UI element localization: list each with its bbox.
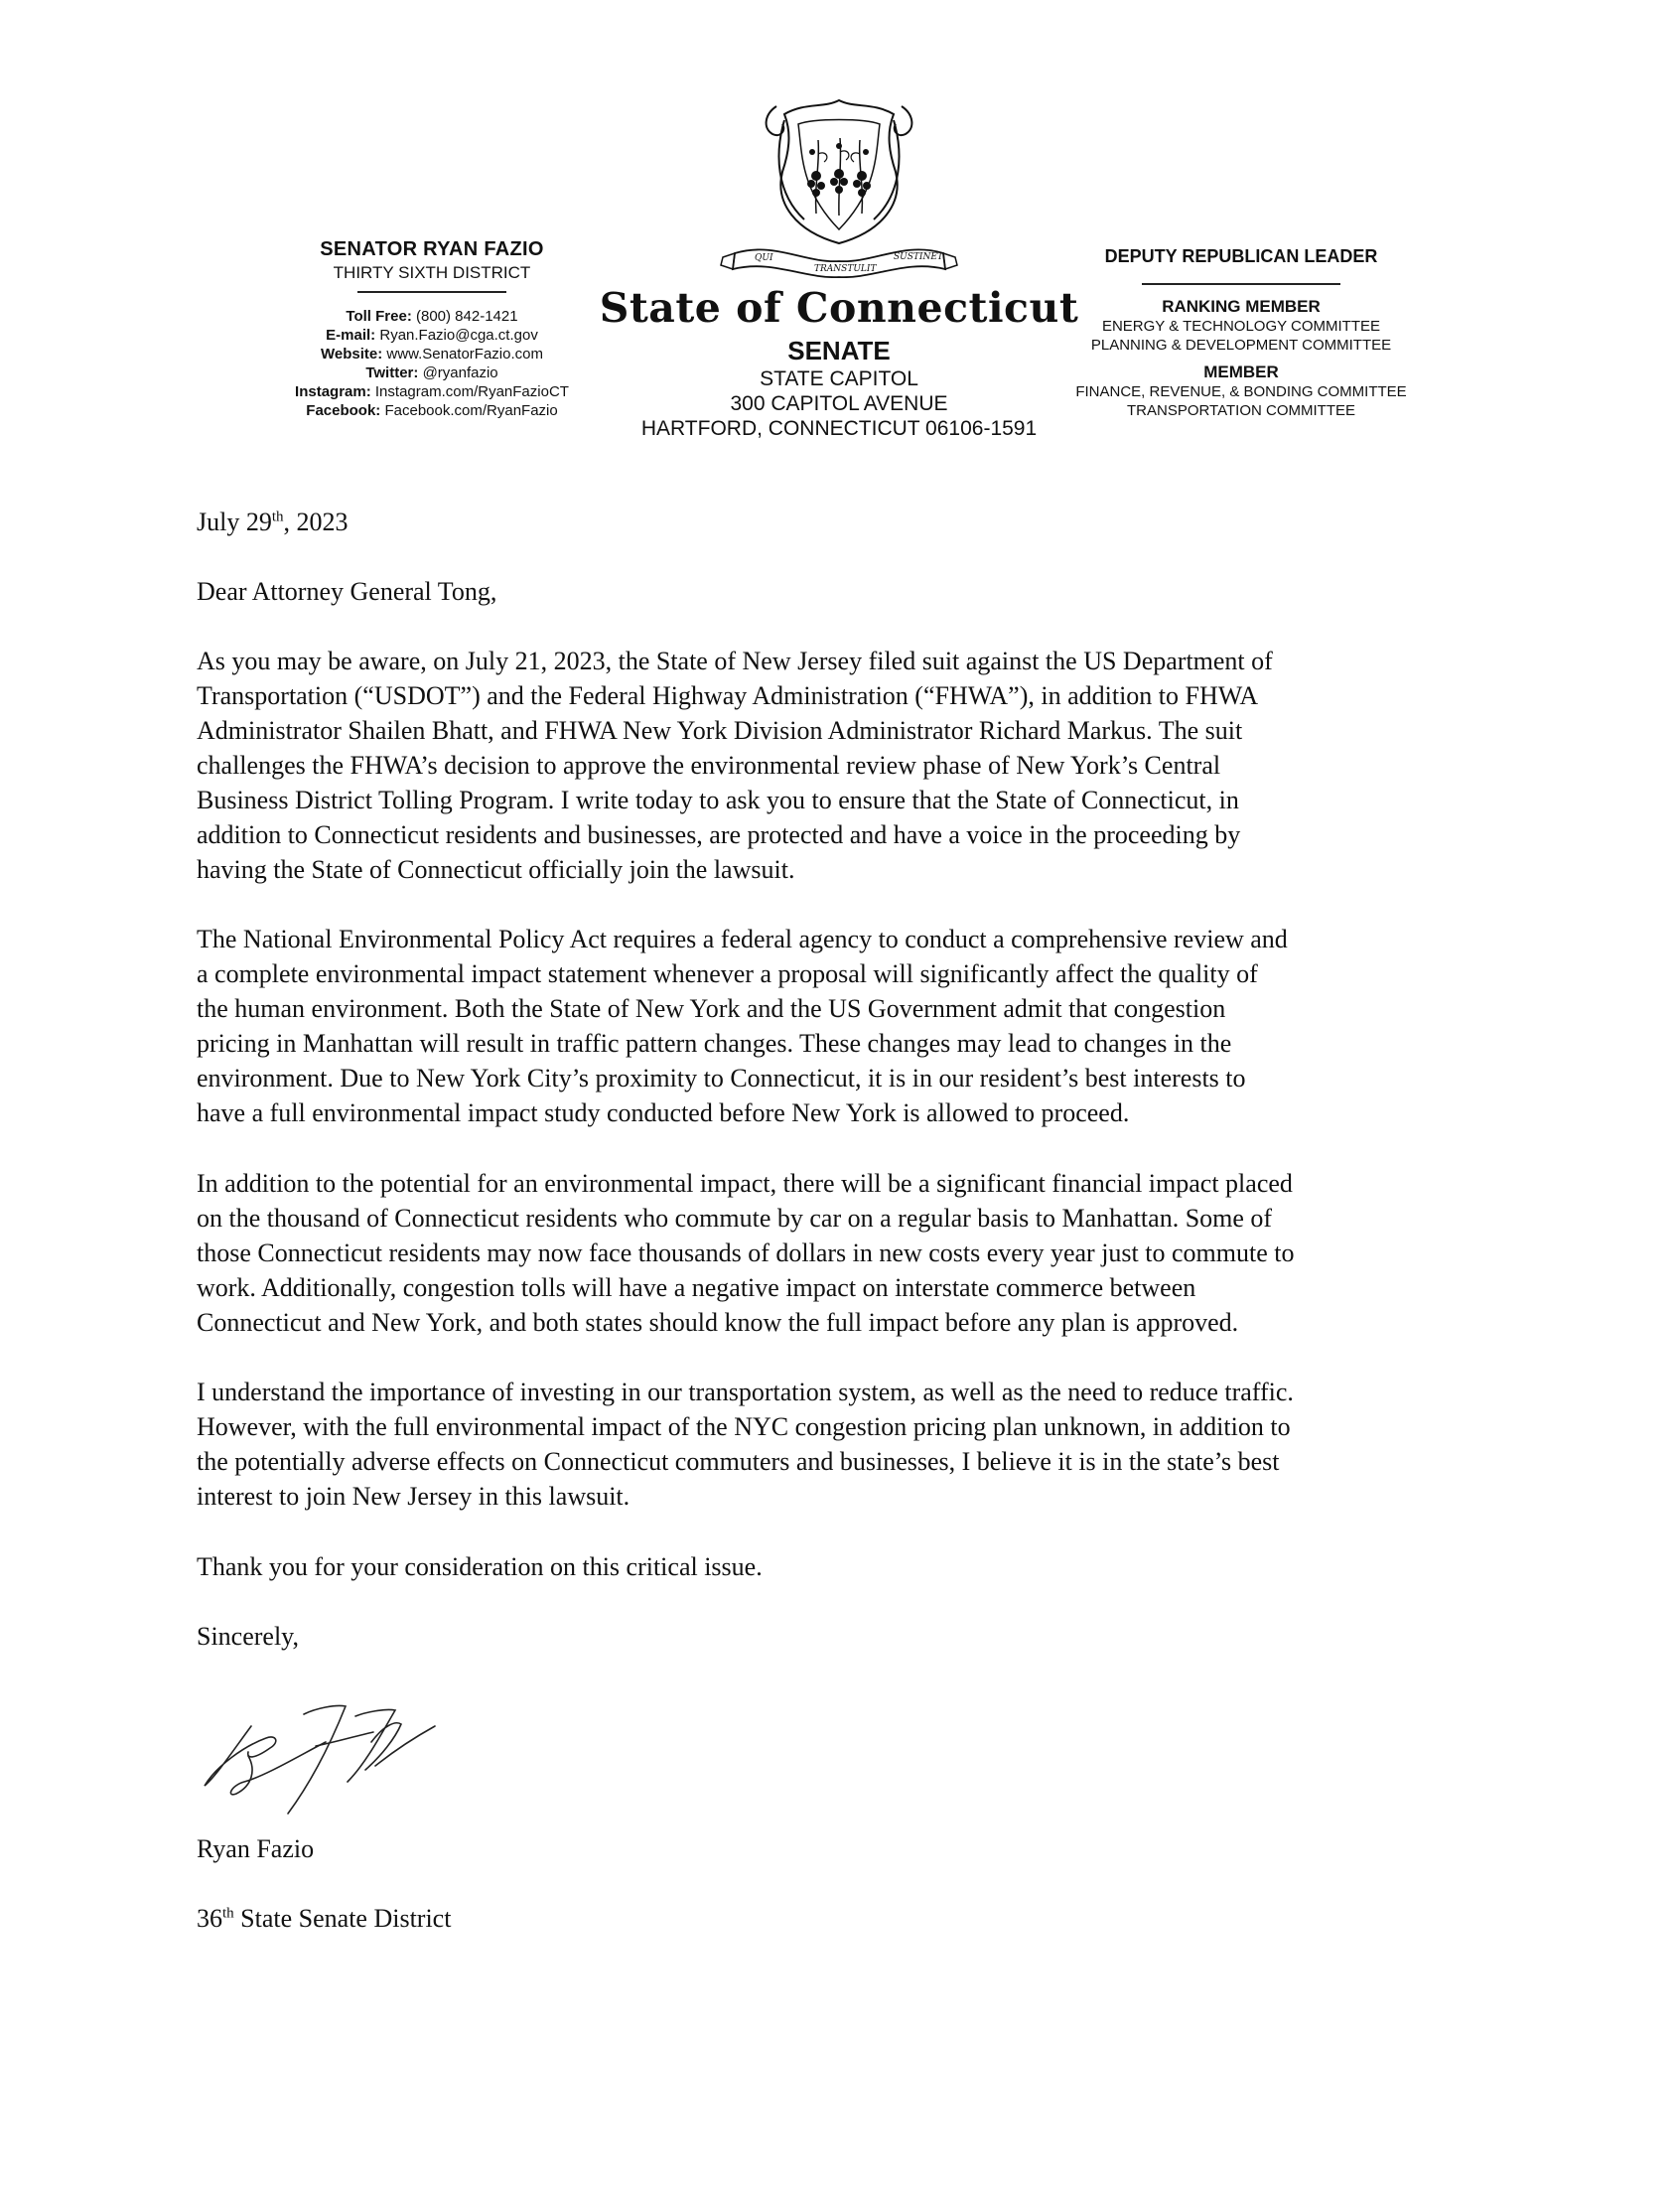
divider [1142,283,1340,285]
paragraph-line: I understand the importance of investing in our transportation system, as well as the need to reduce traffic. [197,1378,1294,1406]
paragraph-line: Connecticut and New York, and both states should know the full impact before any plan is approved. [197,1308,1239,1337]
sender-district: THIRTY SIXTH DISTRICT [333,263,531,282]
paragraph-line: Business District Tolling Program. I write today to ask you to ensure that the State of Connecticut, in [197,786,1239,814]
committee-item: TRANSPORTATION COMMITTEE [1126,401,1355,419]
address-line: 300 CAPITOL AVENUE [730,392,948,415]
chamber-name: SENATE [787,336,891,365]
signer-name: Ryan Fazio [197,1834,315,1863]
salutation: Dear Attorney General Tong, [197,577,497,606]
paragraph-line: However, with the full environmental impact of the NYC congestion pricing plan unknown, in addition to [197,1412,1291,1441]
paragraph-line: having the State of Connecticut officially join the lawsuit. [197,855,795,884]
signature-icon [197,1686,455,1825]
closing: Sincerely, [197,1622,299,1651]
paragraph-line: a complete environmental impact statement whenever a proposal will significantly affect the quality of [197,959,1258,988]
divider [357,291,506,293]
svg-text:SUSTINET: SUSTINET [894,252,943,262]
state-seal-icon [715,94,963,278]
paragraph-line: the human environment. Both the State of New York and the US Government admit that congestion [197,994,1226,1023]
leadership-title: DEPUTY REPUBLICAN LEADER [1104,246,1378,266]
svg-text:QUI: QUI [755,253,773,263]
address-line: STATE CAPITOL [760,367,918,390]
contact-twitter[interactable]: Twitter: @ryanfazio [365,364,498,381]
paragraph-line: Transportation (“USDOT”) and the Federal Highway Administration (“FHWA”), in addition to FHWA [197,681,1259,710]
contact-email[interactable]: E-mail: Ryan.Fazio@cga.ct.gov [326,326,538,344]
paragraph-line: have a full environmental impact study conducted before New York is allowed to proceed. [197,1098,1130,1127]
paragraph-line: on the thousand of Connecticut residents who commute by car on a regular basis to Manhattan. Some of [197,1204,1273,1233]
paragraph-line: pricing in Manhattan will result in traffic pattern changes. These changes may lead to changes in the [197,1029,1232,1058]
paragraph-line: interest to join New Jersey in this lawsuit. [197,1482,630,1511]
contact-instagram[interactable]: Instagram: Instagram.com/RyanFazioCT [295,382,569,400]
signer-district: 36th State Senate District [197,1904,452,1933]
paragraph-conclusion [197,1375,1294,1514]
address-line: HARTFORD, CONNECTICUT 06106-1591 [640,417,1038,440]
svg-text:TRANSTULIT: TRANSTULIT [814,264,877,274]
committee-item: PLANNING & DEVELOPMENT COMMITTEE [1090,336,1392,354]
thanks-line: Thank you for your consideration on this critical issue. [197,1552,763,1581]
letter-date: July 29th, 2023 [197,508,349,536]
paragraph-financial-impact [197,1166,1294,1340]
paragraph-line: In addition to the potential for an environmental impact, there will be a significant financial impact placed [197,1169,1293,1198]
paragraph-line: Administrator Shailen Bhatt, and FHWA New York Division Administrator Richard Markus. The suit [197,716,1243,745]
paragraph-line: those Connecticut residents may now face thousands of dollars in new costs every year just to commute to [197,1238,1295,1267]
ranking-heading: RANKING MEMBER [1162,296,1321,316]
paragraph-line: addition to Connecticut residents and businesses, are protected and have a voice in the proceeding by [197,820,1241,849]
state-title: State of Connecticut [599,284,1079,332]
sender-name: SENATOR RYAN FAZIO [320,238,544,260]
committee-item: FINANCE, REVENUE, & BONDING COMMITTEE [1075,382,1407,400]
contact-facebook[interactable]: Facebook: Facebook.com/RyanFazio [306,401,558,419]
paragraph-line: work. Additionally, congestion tolls will have a negative impact on interstate commerce between [197,1273,1196,1302]
contact-toll-free: Toll Free: (800) 842-1421 [346,307,518,325]
state-header [556,94,1122,441]
paragraph-line: environment. Due to New York City’s proximity to Connecticut, it is in our resident’s best interests to [197,1064,1246,1092]
contact-website[interactable]: Website: www.SenatorFazio.com [321,345,543,363]
roles-block [1043,246,1440,420]
paragraph-lawsuit [197,644,1273,887]
paragraph-nepa [197,922,1288,1130]
paragraph-line: The National Environmental Policy Act requires a federal agency to conduct a comprehensive review and [197,925,1288,953]
paragraph-line: the potentially adverse effects on Connecticut commuters and businesses, I believe it is in the state’s best [197,1447,1280,1476]
paragraph-line: challenges the FHWA’s decision to approve the environmental review phase of New York’s Central [197,751,1221,780]
committee-item: ENERGY & TECHNOLOGY COMMITTEE [1101,317,1381,335]
member-heading: MEMBER [1203,362,1279,381]
paragraph-line: As you may be aware, on July 21, 2023, the State of New Jersey filed suit against the US Department of [197,647,1273,675]
